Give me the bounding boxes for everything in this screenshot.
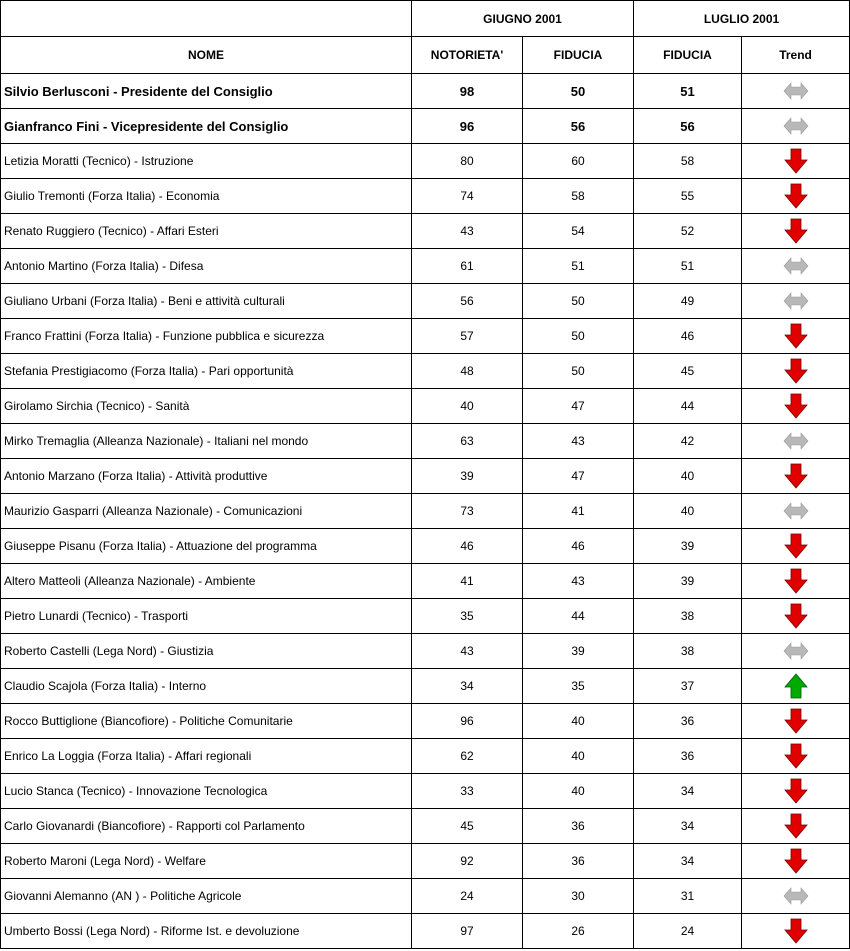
arrow-stable-icon (783, 256, 809, 276)
table-row (1, 634, 850, 669)
table-row (1, 739, 850, 774)
minister-name: Antonio Martino (Forza Italia) - Difesa (1, 249, 412, 284)
notoriety-value: 45 (412, 809, 523, 844)
notoriety-value: 35 (412, 599, 523, 634)
trust-june-value: 50 (523, 319, 634, 354)
arrow-stable-icon (783, 431, 809, 451)
notoriety-value: 41 (412, 564, 523, 599)
notoriety-value: 56 (412, 284, 523, 319)
trend-cell (742, 109, 850, 144)
trend-cell (742, 774, 850, 809)
minister-name: Claudio Scajola (Forza Italia) - Interno (1, 669, 412, 704)
trend-cell (742, 214, 850, 249)
arrow-down-icon (784, 323, 808, 349)
notoriety-value: 24 (412, 879, 523, 914)
table-row (1, 704, 850, 739)
trend-cell (742, 844, 850, 879)
trend-cell (742, 914, 850, 949)
minister-name: Gianfranco Fini - Vicepresidente del Consiglio (1, 109, 412, 144)
table-row (1, 319, 850, 354)
minister-name: Letizia Moratti (Tecnico) - Istruzione (1, 144, 412, 179)
arrow-down-icon (784, 358, 808, 384)
trend-cell (742, 564, 850, 599)
trust-june-value: 40 (523, 774, 634, 809)
table-row (1, 774, 850, 809)
minister-name: Pietro Lunardi (Tecnico) - Trasporti (1, 599, 412, 634)
header-empty-cell (1, 1, 412, 37)
minister-name: Giuseppe Pisanu (Forza Italia) - Attuazione del programma (1, 529, 412, 564)
trust-july-value: 55 (634, 179, 742, 214)
trust-july-value: 51 (634, 249, 742, 284)
table-row (1, 109, 850, 144)
minister-name: Franco Frattini (Forza Italia) - Funzione pubblica e sicurezza (1, 319, 412, 354)
trust-june-value: 40 (523, 704, 634, 739)
arrow-stable-icon (783, 116, 809, 136)
arrow-down-icon (784, 708, 808, 734)
notoriety-value: 61 (412, 249, 523, 284)
arrow-down-icon (784, 743, 808, 769)
col-header-notoriety: NOTORIETA' (412, 37, 523, 74)
trust-june-value: 35 (523, 669, 634, 704)
notoriety-value: 33 (412, 774, 523, 809)
trust-july-value: 38 (634, 599, 742, 634)
minister-name: Girolamo Sirchia (Tecnico) - Sanità (1, 389, 412, 424)
trust-july-value: 52 (634, 214, 742, 249)
trust-june-value: 30 (523, 879, 634, 914)
table-row (1, 249, 850, 284)
trend-cell (742, 459, 850, 494)
arrow-down-icon (784, 393, 808, 419)
trust-july-value: 45 (634, 354, 742, 389)
trust-july-value: 37 (634, 669, 742, 704)
notoriety-value: 63 (412, 424, 523, 459)
table-row (1, 424, 850, 459)
trend-cell (742, 354, 850, 389)
trust-june-value: 40 (523, 739, 634, 774)
arrow-down-icon (784, 918, 808, 944)
header-june-2001: GIUGNO 2001 (412, 1, 634, 37)
trust-july-value: 51 (634, 74, 742, 109)
arrow-down-icon (784, 463, 808, 489)
table-row (1, 144, 850, 179)
trust-june-value: 47 (523, 389, 634, 424)
trust-july-value: 38 (634, 634, 742, 669)
arrow-down-icon (784, 568, 808, 594)
trust-july-value: 56 (634, 109, 742, 144)
trust-july-value: 58 (634, 144, 742, 179)
header-row-periods (1, 1, 850, 37)
trend-cell (742, 529, 850, 564)
minister-name: Mirko Tremaglia (Alleanza Nazionale) - Italiani nel mondo (1, 424, 412, 459)
trust-july-value: 34 (634, 844, 742, 879)
arrow-down-icon (784, 813, 808, 839)
minister-name: Giulio Tremonti (Forza Italia) - Economia (1, 179, 412, 214)
trust-july-value: 34 (634, 809, 742, 844)
trust-june-value: 36 (523, 809, 634, 844)
minister-name: Altero Matteoli (Alleanza Nazionale) - Ambiente (1, 564, 412, 599)
trend-cell (742, 74, 850, 109)
trust-june-value: 58 (523, 179, 634, 214)
trust-july-value: 39 (634, 529, 742, 564)
notoriety-value: 92 (412, 844, 523, 879)
header-july-2001: LUGLIO 2001 (634, 1, 850, 37)
trust-june-value: 43 (523, 424, 634, 459)
minister-name: Renato Ruggiero (Tecnico) - Affari Esteri (1, 214, 412, 249)
table-row (1, 844, 850, 879)
notoriety-value: 98 (412, 74, 523, 109)
table-row (1, 214, 850, 249)
trust-june-value: 43 (523, 564, 634, 599)
notoriety-value: 96 (412, 109, 523, 144)
trust-june-value: 26 (523, 914, 634, 949)
minister-name: Roberto Castelli (Lega Nord) - Giustizia (1, 634, 412, 669)
notoriety-value: 80 (412, 144, 523, 179)
minister-name: Carlo Giovanardi (Biancofiore) - Rapporti col Parlamento (1, 809, 412, 844)
trend-cell (742, 599, 850, 634)
notoriety-value: 40 (412, 389, 523, 424)
arrow-down-icon (784, 778, 808, 804)
notoriety-value: 96 (412, 704, 523, 739)
table-row (1, 599, 850, 634)
table-row (1, 389, 850, 424)
trust-july-value: 40 (634, 459, 742, 494)
trust-july-value: 39 (634, 564, 742, 599)
minister-name: Maurizio Gasparri (Alleanza Nazionale) - Comunicazioni (1, 494, 412, 529)
minister-name: Enrico La Loggia (Forza Italia) - Affari regionali (1, 739, 412, 774)
trust-july-value: 44 (634, 389, 742, 424)
trust-july-value: 34 (634, 774, 742, 809)
notoriety-value: 57 (412, 319, 523, 354)
table-row (1, 459, 850, 494)
trend-cell (742, 424, 850, 459)
table-row (1, 914, 850, 949)
notoriety-value: 62 (412, 739, 523, 774)
table-row (1, 564, 850, 599)
trend-cell (742, 179, 850, 214)
minister-name: Stefania Prestigiacomo (Forza Italia) - Pari opportunità (1, 354, 412, 389)
trend-cell (742, 704, 850, 739)
notoriety-value: 46 (412, 529, 523, 564)
trend-cell (742, 319, 850, 354)
col-header-trend: Trend (742, 37, 850, 74)
table-row (1, 284, 850, 319)
trust-july-value: 36 (634, 704, 742, 739)
arrow-down-icon (784, 848, 808, 874)
arrow-stable-icon (783, 291, 809, 311)
arrow-down-icon (784, 183, 808, 209)
minister-name: Umberto Bossi (Lega Nord) - Riforme Ist. e devoluzione (1, 914, 412, 949)
col-header-trust-july: FIDUCIA (634, 37, 742, 74)
minister-name: Rocco Buttiglione (Biancofiore) - Politiche Comunitarie (1, 704, 412, 739)
trust-june-value: 51 (523, 249, 634, 284)
trust-june-value: 46 (523, 529, 634, 564)
trend-cell (742, 739, 850, 774)
arrow-stable-icon (783, 501, 809, 521)
trust-june-value: 56 (523, 109, 634, 144)
notoriety-value: 34 (412, 669, 523, 704)
notoriety-value: 39 (412, 459, 523, 494)
trend-cell (742, 494, 850, 529)
table-row (1, 354, 850, 389)
trust-july-value: 24 (634, 914, 742, 949)
trust-july-value: 42 (634, 424, 742, 459)
arrow-stable-icon (783, 81, 809, 101)
trend-cell (742, 389, 850, 424)
minister-name: Antonio Marzano (Forza Italia) - Attività produttive (1, 459, 412, 494)
minister-name: Silvio Berlusconi - Presidente del Consiglio (1, 74, 412, 109)
table-row (1, 529, 850, 564)
trust-july-value: 31 (634, 879, 742, 914)
arrow-down-icon (784, 148, 808, 174)
trust-june-value: 36 (523, 844, 634, 879)
trust-june-value: 39 (523, 634, 634, 669)
trust-june-value: 50 (523, 74, 634, 109)
trend-cell (742, 284, 850, 319)
arrow-stable-icon (783, 641, 809, 661)
trust-june-value: 47 (523, 459, 634, 494)
trust-june-value: 60 (523, 144, 634, 179)
trust-july-value: 46 (634, 319, 742, 354)
trend-cell (742, 249, 850, 284)
arrow-stable-icon (783, 886, 809, 906)
trust-july-value: 40 (634, 494, 742, 529)
trend-cell (742, 879, 850, 914)
header-row-columns (1, 37, 850, 74)
minister-name: Lucio Stanca (Tecnico) - Innovazione Tecnologica (1, 774, 412, 809)
arrow-up-icon (784, 673, 808, 699)
trust-june-value: 41 (523, 494, 634, 529)
trust-july-value: 49 (634, 284, 742, 319)
trend-cell (742, 144, 850, 179)
table-row (1, 74, 850, 109)
notoriety-value: 97 (412, 914, 523, 949)
trend-cell (742, 669, 850, 704)
table-row (1, 179, 850, 214)
minister-name: Giovanni Alemanno (AN ) - Politiche Agricole (1, 879, 412, 914)
table-row (1, 494, 850, 529)
arrow-down-icon (784, 603, 808, 629)
table-row (1, 809, 850, 844)
trend-cell (742, 809, 850, 844)
table-row (1, 669, 850, 704)
table-row (1, 879, 850, 914)
arrow-down-icon (784, 218, 808, 244)
notoriety-value: 73 (412, 494, 523, 529)
trust-june-value: 54 (523, 214, 634, 249)
trend-cell (742, 634, 850, 669)
minister-name: Giuliano Urbani (Forza Italia) - Beni e attività culturali (1, 284, 412, 319)
trust-june-value: 44 (523, 599, 634, 634)
notoriety-value: 43 (412, 214, 523, 249)
notoriety-value: 74 (412, 179, 523, 214)
trust-july-value: 36 (634, 739, 742, 774)
arrow-down-icon (784, 533, 808, 559)
minister-name: Roberto Maroni (Lega Nord) - Welfare (1, 844, 412, 879)
col-header-trust-june: FIDUCIA (523, 37, 634, 74)
col-header-name: NOME (1, 37, 412, 74)
notoriety-value: 43 (412, 634, 523, 669)
trust-june-value: 50 (523, 354, 634, 389)
trust-june-value: 50 (523, 284, 634, 319)
notoriety-value: 48 (412, 354, 523, 389)
